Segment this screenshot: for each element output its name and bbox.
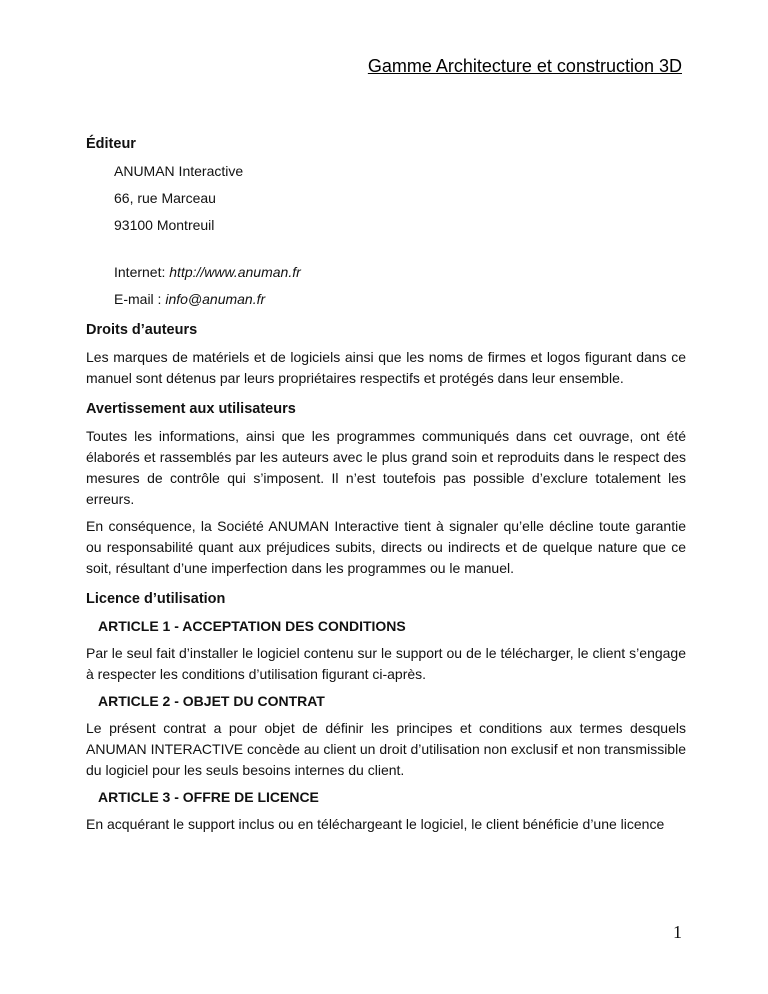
publisher-internet — [114, 262, 686, 283]
section-heading-droits: Droits d’auteurs — [86, 322, 198, 338]
article-2-title: ARTICLE 2 - OBJET DU CONTRAT — [98, 693, 325, 709]
article-1-text: Par le seul fait d’installer le logiciel contenu sur le support ou de le télécharger, le client s’engage à respecter les conditions d’utilisation figurant ci-après. — [86, 645, 686, 682]
article-2-text: Le présent contrat a pour objet de définir les principes et conditions aux termes desquels ANUMAN INTERACTIVE concède au client un droit d’utilisation non exclusif et non transmissible du logiciel pour les seuls besoins internes du client. — [86, 720, 686, 778]
page-number: 1 — [673, 922, 682, 942]
publisher-city: 93100 Montreuil — [114, 217, 215, 233]
publisher-street: 66, rue Marceau — [114, 190, 216, 206]
article-1-title: ARTICLE 1 - ACCEPTATION DES CONDITIONS — [98, 618, 406, 634]
publisher-company: ANUMAN Interactive — [114, 163, 244, 179]
section-heading-avertissement: Avertissement aux utilisateurs — [86, 401, 296, 417]
avertissement-paragraph-2: En conséquence, la Société ANUMAN Interactive tient à signaler qu’elle décline toute garantie ou responsabilité quant aux préjudices subits, directs ou indirects et de quelque nature que ce soit, résultant d’une imperfection dans les programmes ou le manuel. — [86, 518, 686, 576]
article-3-title: ARTICLE 3 - OFFRE DE LICENCE — [98, 789, 319, 805]
internet-link[interactable]: http://www.anuman.fr — [169, 264, 301, 280]
droits-text: Les marques de matériels et de logiciels ainsi que les noms de firmes et logos figurant dans ce manuel sont détenus par leurs propriétaires respectifs et protégés dans leur ensemble. — [86, 349, 686, 386]
avertissement-paragraph-1: Toutes les informations, ainsi que les programmes communiqués dans cet ouvrage, ont été élaborés et rassemblés par les auteurs avec le plus grand soin et reproduits dans le respect des mesures de contrôle qui s’imposent. Il n’est toutefois pas possible d’exclure totalement les erreurs. — [86, 428, 686, 507]
publisher-address — [114, 161, 686, 310]
publisher-email — [114, 289, 686, 310]
section-heading-licence: Licence d’utilisation — [86, 591, 226, 607]
internet-label: Internet: — [114, 264, 170, 280]
article-3-text: En acquérant le support inclus ou en téléchargeant le logiciel, le client bénéficie d’une licence — [86, 816, 665, 832]
section-heading-editeur: Éditeur — [86, 136, 136, 152]
email-link[interactable]: info@anuman.fr — [165, 291, 266, 307]
document-body — [86, 134, 686, 835]
email-label: E-mail : — [114, 291, 166, 307]
running-header: Gamme Architecture et construction 3D — [367, 56, 682, 76]
